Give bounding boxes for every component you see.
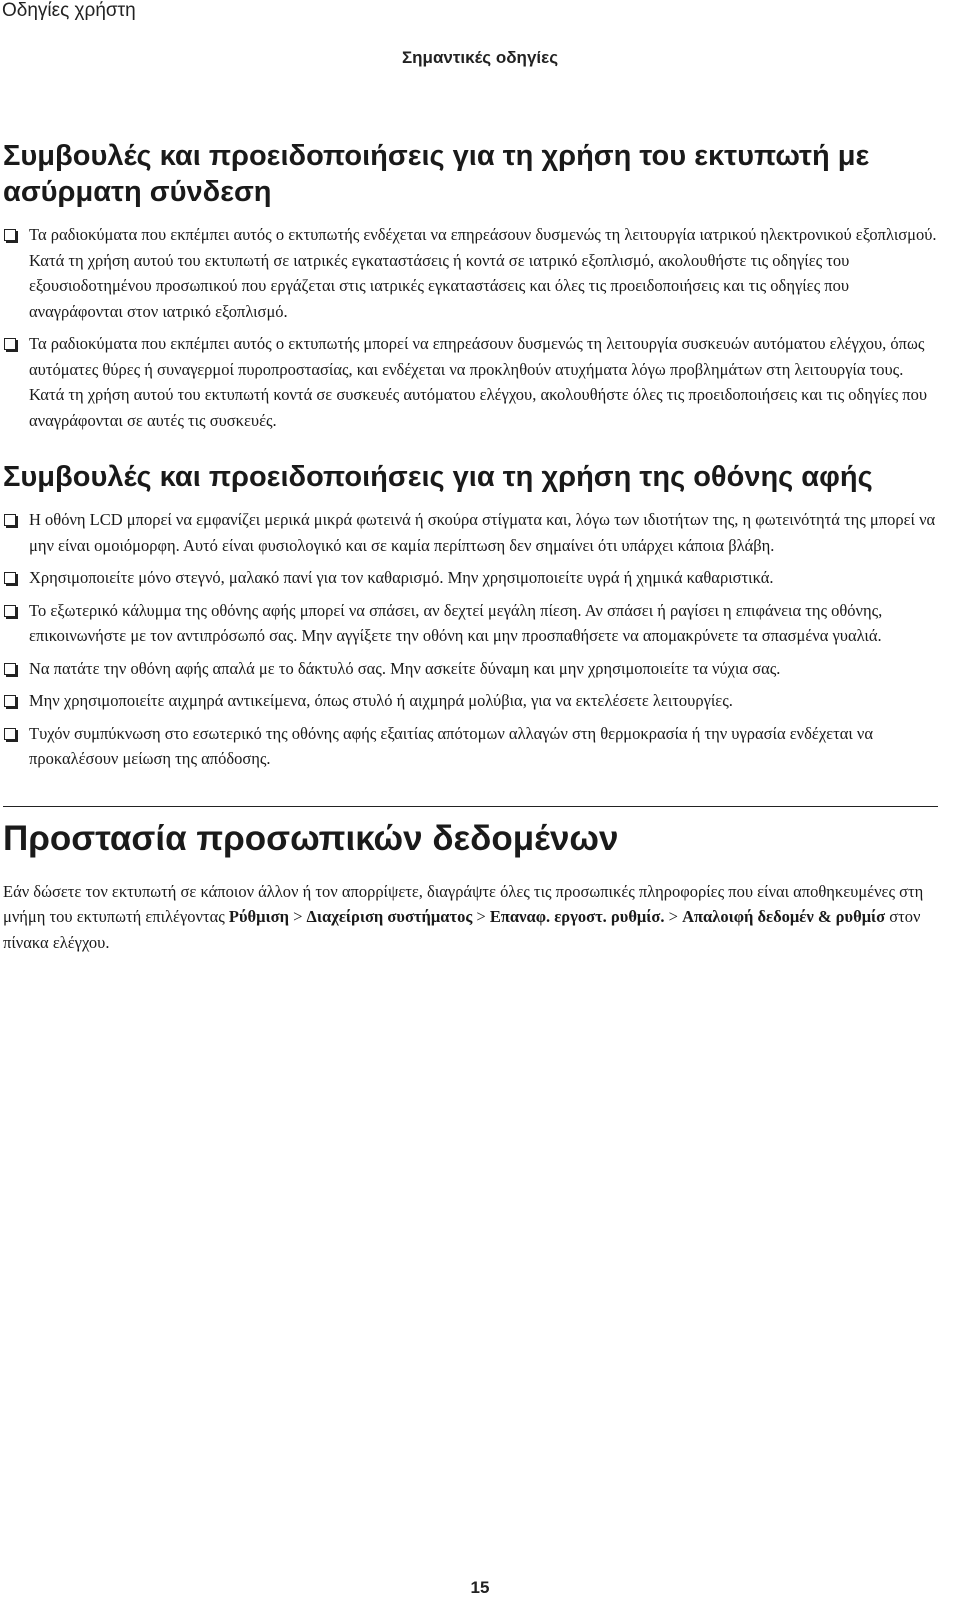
- list-item-text: Τα ραδιοκύματα που εκπέμπει αυτός ο εκτυπωτής ενδέχεται να επηρεάσουν δυσμενώς τη λειτουργία ιατρικού ηλεκτρονικού εξοπλισμού. Κατά τη χρήση αυτού του εκτυπωτή σε ιατρικές εγκαταστάσεις ή κοντά σε ιατρικό εξοπλισμό, ακολουθήστε τις οδηγίες του εξουσιοδοτημένου προσωπικού που εργάζεται στις ιατρικές εγκαταστάσεις και όλες τις προειδοποιήσεις και τις οδηγίες που αναγράφονται στον ιατρικό εξοπλισμό.: [29, 225, 937, 321]
- list-item-text: Τα ραδιοκύματα που εκπέμπει αυτός ο εκτυπωτής μπορεί να επηρεάσουν δυσμενώς τη λειτουργία συσκευών αυτόματου ελέγχου, όπως αυτόματες θύρες ή συναγερμοί πυροπροστασίας, και ενδέχεται να προκληθούν ατυχήματα λόγω προβλημάτων στη λειτουργία τους. Κατά τη χρήση αυτού του εκτυπωτή κοντά σε συσκευές αυτόματου ελέγχου, ακολουθήστε όλες τις προειδοποιήσεις και τις οδηγίες που αναγράφονται σε αυτές τις συσκευές.: [29, 334, 928, 430]
- checkbox-bullet-icon: [4, 338, 16, 350]
- privacy-text-after: στον πίνακα ελέγχου.: [3, 907, 921, 952]
- menu-path-separator: >: [664, 907, 683, 926]
- list-item: [3, 688, 938, 714]
- list-item: [3, 507, 938, 558]
- checkbox-bullet-icon: [4, 663, 16, 675]
- list-item-text: Τυχόν συμπύκνωση στο εσωτερικό της οθόνης αφής εξαιτίας απότομων αλλαγών στη θερμοκρασία ή την υγρασία ενδέχεται να προκαλέσουν μείωση της απόδοσης.: [29, 723, 874, 768]
- touchscreen-warnings-heading: Συμβουλές και προειδοποιήσεις για τη χρήση της οθόνης αφής: [3, 461, 873, 493]
- menu-path-factory-reset: Επαναφ. εργοστ. ρυθμίσ.: [489, 907, 665, 926]
- list-item: [3, 656, 938, 682]
- menu-path-system-admin: Διαχείριση συστήματος: [306, 907, 473, 926]
- running-title: Οδηγίες χρήστη: [2, 0, 136, 21]
- list-item: [3, 565, 938, 591]
- menu-path-separator: >: [288, 907, 307, 926]
- list-item: [3, 721, 938, 772]
- wireless-warnings-list: [3, 222, 938, 433]
- page-content: [3, 138, 938, 955]
- privacy-paragraph: [3, 879, 938, 956]
- menu-path-separator: >: [472, 907, 490, 926]
- list-item-text: Το εξωτερικό κάλυμμα της οθόνης αφής μπορεί να σπάσει, αν δεχτεί μεγάλη πίεση. Αν σπάσει ή ραγίσει η επιφάνεια της οθόνης, επικοινωνήστε με τον αντιπρόσωπό σας. Μην αγγίξετε την οθόνη και μην προσπαθήσετε να απομακρύνετε τα σπασμένα γυαλιά.: [29, 600, 883, 645]
- section-title: Σημαντικές οδηγίες: [401, 48, 559, 67]
- section-divider: [3, 806, 938, 807]
- checkbox-bullet-icon: [4, 605, 16, 617]
- list-item-text: Χρησιμοποιείτε μόνο στεγνό, μαλακό πανί για τον καθαρισμό. Μην χρησιμοποιείτε υγρά ή χημικά καθαριστικά.: [29, 568, 774, 587]
- menu-path-clear-data: Απαλοιφή δεδομέν & ρυθμίσ: [682, 907, 886, 926]
- privacy-heading: Προστασία προσωπικών δεδομένων: [3, 818, 619, 858]
- wireless-warnings-heading: Συμβουλές και προειδοποιήσεις για τη χρήση του εκτυπωτή με ασύρματη σύνδεση: [3, 140, 870, 208]
- list-item: [3, 222, 938, 324]
- list-item-text: Να πατάτε την οθόνη αφής απαλά με το δάκτυλό σας. Μην ασκείτε δύναμη και μην χρησιμοποιείτε τα νύχια σας.: [29, 658, 781, 678]
- checkbox-bullet-icon: [4, 229, 16, 241]
- list-item-text: Η οθόνη LCD μπορεί να εμφανίζει μερικά μικρά φωτεινά ή σκούρα στίγματα και, λόγω των ιδιοτήτων της, η φωτεινότητά της μπορεί να μην είναι ομοιόμορφη. Αυτό είναι φυσιολογικό και σε καμία περίπτωση δεν σημαίνει ότι υπάρχει κάποια βλάβη.: [29, 510, 936, 555]
- page-number: 15: [470, 1578, 490, 1597]
- list-item-text: Μην χρησιμοποιείτε αιχμηρά αντικείμενα, όπως στυλό ή αιχμηρά μολύβια, για να εκτελέσετε λειτουργίες.: [29, 691, 733, 710]
- checkbox-bullet-icon: [4, 728, 16, 740]
- privacy-text-before: Εάν δώσετε τον εκτυπωτή σε κάποιον άλλον ή τον απορρίψετε, διαγράψτε όλες τις προσωπικές πληροφορίες που είναι αποθηκευμένες στη μνήμη του εκτυπωτή επιλέγοντας: [3, 881, 924, 926]
- touchscreen-warnings-list: [3, 507, 938, 772]
- checkbox-bullet-icon: [4, 514, 16, 526]
- list-item: [3, 598, 938, 649]
- list-item: [3, 331, 938, 433]
- checkbox-bullet-icon: [4, 572, 16, 584]
- checkbox-bullet-icon: [4, 695, 16, 707]
- menu-path-setup: Ρύθμιση: [228, 907, 289, 926]
